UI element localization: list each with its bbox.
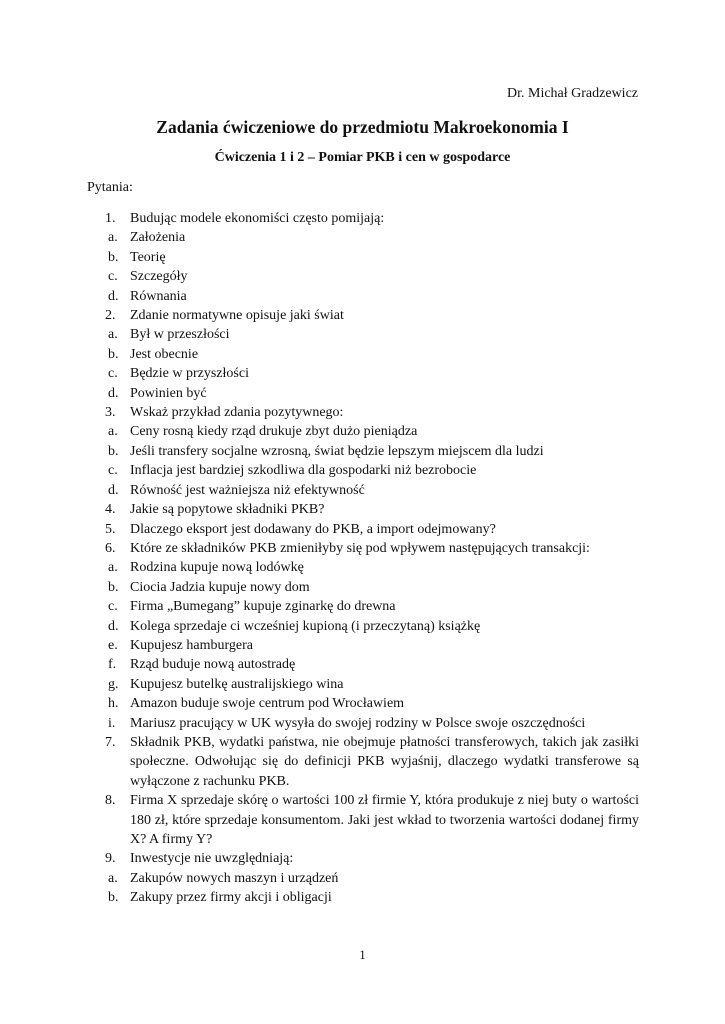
question-number: 4. xyxy=(105,502,116,518)
question-text: Które ze składników PKB zmieniłyby się pod wpływem następujących transakcji: xyxy=(130,540,590,556)
answer-option xyxy=(87,578,639,597)
question-text: Budując modele ekonomiści często pomijają: xyxy=(130,211,385,226)
question-line xyxy=(87,500,639,519)
answer-option xyxy=(87,422,639,441)
option-letter: c. xyxy=(108,599,118,615)
option-text: Inflacja jest bardziej szkodliwa dla gospodarki niż bezrobocie xyxy=(130,463,477,479)
question-number: 1. xyxy=(105,211,116,226)
question-line xyxy=(87,733,639,791)
question-item xyxy=(87,520,639,539)
option-text: Kupujesz butelkę australijskiego wina xyxy=(130,676,344,692)
option-letter: b. xyxy=(108,579,119,595)
option-text: Kupujesz hamburgera xyxy=(130,637,253,653)
option-text: Jest obecnie xyxy=(130,346,199,362)
option-text: Równość jest ważniejsza niż efektywność xyxy=(130,482,365,498)
answer-option xyxy=(87,888,639,907)
question-text: Firma X sprzedaje skórę o wartości 100 zł firmie Y, która produkuje z niej buty o wartości 180 zł, które sprzedaje konsumentom. Jaki jest wkład to tworzenia wartości dodanej firmy X? A firmy Y? xyxy=(130,793,639,847)
answer-option xyxy=(87,461,639,480)
author-name: Dr. Michał Gradzewicz xyxy=(507,86,638,101)
answer-option xyxy=(87,597,639,616)
option-letter: c. xyxy=(108,366,118,382)
question-item xyxy=(87,733,639,791)
document-title: Zadania ćwiczeniowe do przedmiotu Makroekonomia I xyxy=(156,117,569,137)
answer-option xyxy=(87,675,639,694)
answer-options xyxy=(87,869,639,908)
option-letter: c. xyxy=(108,269,118,285)
option-letter: f. xyxy=(108,657,117,673)
option-text: Ciocia Jadzia kupuje nowy dom xyxy=(130,579,310,595)
question-line xyxy=(87,849,639,868)
option-letter: a. xyxy=(108,560,118,576)
question-item xyxy=(87,539,639,733)
question-number: 9. xyxy=(105,851,116,867)
question-text: Inwestycje nie uwzględniają: xyxy=(130,851,294,867)
question-item xyxy=(87,849,639,907)
answer-option xyxy=(87,694,639,713)
answer-option xyxy=(87,384,639,403)
option-letter: a. xyxy=(108,424,118,440)
answer-option xyxy=(87,617,639,636)
answer-option xyxy=(87,655,639,674)
question-line xyxy=(87,403,639,422)
option-letter: b. xyxy=(108,346,119,362)
answer-option xyxy=(87,287,639,306)
question-number: 7. xyxy=(105,734,116,750)
option-letter: d. xyxy=(108,618,119,634)
option-text: Rząd buduje nową autostradę xyxy=(130,657,296,673)
option-text: Powinien być xyxy=(130,385,207,401)
question-number: 6. xyxy=(105,540,116,556)
question-text: Zdanie normatywne opisuje jaki świat xyxy=(130,308,344,324)
option-text: Zakupów nowych maszyn i urządzeń xyxy=(130,870,339,886)
question-text: Jakie są popytowe składniki PKB? xyxy=(130,502,325,518)
answer-option xyxy=(87,364,639,383)
option-text: Rodzina kupuje nową lodówkę xyxy=(130,560,304,576)
option-letter: a. xyxy=(108,230,118,246)
question-line xyxy=(87,539,639,558)
option-letter: i. xyxy=(108,715,116,731)
option-text: Mariusz pracujący w UK wysyła do swojej rodziny w Polsce swoje oszczędności xyxy=(130,715,586,731)
answer-option xyxy=(87,714,639,733)
question-line xyxy=(87,791,639,849)
answer-options xyxy=(87,558,639,733)
document-subtitle: Ćwiczenia 1 i 2 – Pomiar PKB i cen w gospodarce xyxy=(214,150,511,165)
option-letter: a. xyxy=(108,870,118,886)
option-letter: h. xyxy=(108,696,119,712)
option-text: Ceny rosną kiedy rząd drukuje zbyt dużo pieniądza xyxy=(130,424,418,440)
question-line xyxy=(87,520,639,539)
question-item xyxy=(87,791,639,849)
option-letter: g. xyxy=(108,676,119,692)
option-text: Będzie w przyszłości xyxy=(130,366,249,382)
answer-options xyxy=(87,228,639,306)
question-number: 2. xyxy=(105,308,116,324)
answer-options xyxy=(87,422,639,500)
option-text: Był w przeszłości xyxy=(130,327,230,343)
question-text: Wskaż przykład zdania pozytywnego: xyxy=(130,405,344,421)
option-text: Założenia xyxy=(130,230,186,246)
answer-option xyxy=(87,325,639,344)
questions-heading: Pytania: xyxy=(87,180,133,195)
answer-option xyxy=(87,345,639,364)
option-text: Szczegóły xyxy=(130,269,188,285)
question-item xyxy=(87,209,639,306)
answer-options xyxy=(87,325,639,403)
option-letter: e. xyxy=(108,637,118,653)
question-number: 8. xyxy=(105,793,116,809)
question-number: 3. xyxy=(105,405,116,421)
question-text: Składnik PKB, wydatki państwa, nie obejmuje płatności transferowych, takich jak zasiłki społeczne. Odwołując się do definicji PKB wyjaśnij, dlaczego wydatki transferowe są wyłączone z rachunku PKB. xyxy=(130,734,639,789)
answer-option xyxy=(87,267,639,286)
question-line xyxy=(87,209,639,228)
option-text: Równania xyxy=(130,288,187,304)
question-number: 5. xyxy=(105,521,116,537)
option-letter: d. xyxy=(108,482,119,498)
answer-option xyxy=(87,636,639,655)
option-letter: b. xyxy=(108,443,119,459)
option-letter: b. xyxy=(108,249,119,265)
question-item xyxy=(87,306,639,403)
answer-option xyxy=(87,558,639,577)
option-letter: a. xyxy=(108,327,118,343)
answer-option xyxy=(87,481,639,500)
option-letter: b. xyxy=(108,890,119,906)
option-text: Amazon buduje swoje centrum pod Wrocławiem xyxy=(130,696,405,712)
option-letter: c. xyxy=(108,463,118,479)
question-line xyxy=(87,306,639,325)
question-list xyxy=(87,209,639,908)
option-letter: d. xyxy=(108,385,119,401)
answer-option xyxy=(87,442,639,461)
option-text: Firma „Bumegang” kupuje zginarkę do drewna xyxy=(130,599,396,615)
question-text: Dlaczego eksport jest dodawany do PKB, a import odejmowany? xyxy=(130,521,496,537)
option-text: Jeśli transfery socjalne wzrosną, świat będzie lepszym miejscem dla ludzi xyxy=(130,443,544,459)
page-number: 1 xyxy=(359,948,366,962)
option-letter: d. xyxy=(108,288,119,304)
option-text: Teorię xyxy=(130,249,166,265)
answer-option xyxy=(87,869,639,888)
option-text: Zakupy przez firmy akcji i obligacji xyxy=(130,890,332,906)
answer-option xyxy=(87,248,639,267)
question-item xyxy=(87,500,639,519)
question-item xyxy=(87,403,639,500)
option-text: Kolega sprzedaje ci wcześniej kupioną (i przeczytaną) książkę xyxy=(130,618,481,634)
answer-option xyxy=(87,228,639,247)
